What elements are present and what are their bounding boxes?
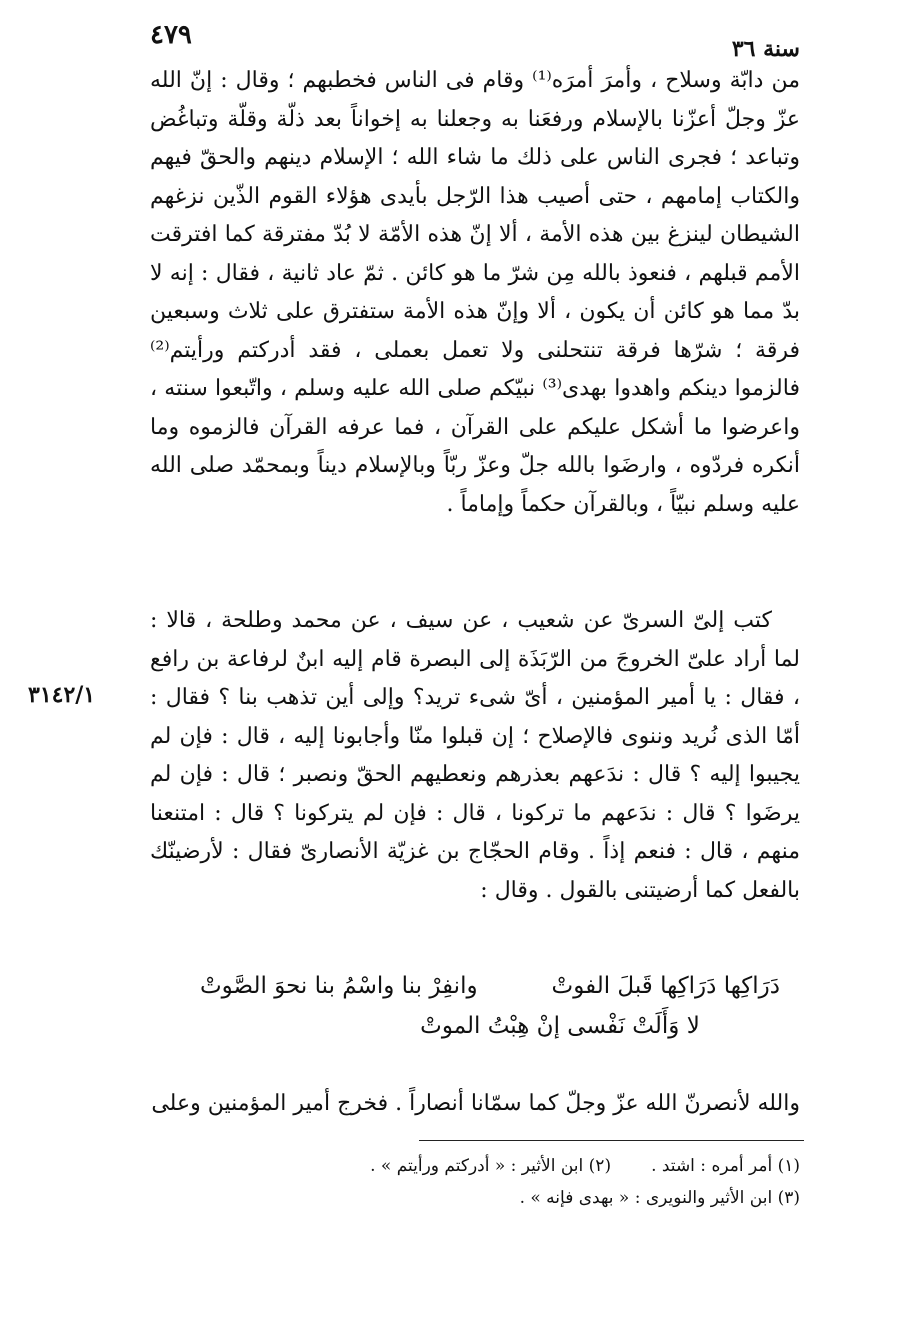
verse-hemistich-a: دَرَاكِها دَرَاكِها قَبلَ الفوتْ [551,973,780,999]
running-head: سنة ٣٦ [731,36,800,62]
footnote-row-2 [150,1182,800,1214]
paragraph-1: من دابّة وسلاح ، وأمرَ أمرَه⁽¹⁾ وقام فى الناس فخطبهم ؛ وقال : إنّ الله عزّ وجلّ أعزّنا بالإسلام ورفعَنا به وجعلنا به إخواناً بعد ذلّة وقلّة وتباغُض وتباعد ؛ فجرى الناس على ذلك ما شاء الله ؛ الإسلام دينهم والحقّ فيهم والكتاب إمامهم ، حتى أصيب هذا الرّجل بأيدى هؤلاء القوم الذّين نزغهم الشيطان لينزغ بين هذه الأمة ، ألا إنّ هذه الأمّة لا بُدّ مفترقة كما افترقت الأمم قبلهم ، فنعوذ بالله مِن شرّ ما هو كائن . ثمّ عاد ثانية ، فقال : إنه لا بدّ مما هو كائن أن يكون ، ألا وإنّ هذه الأمة ستفترق على ثلاث وسبعين فرقة ؛ شرّها فرقة تنتحلنى ولا تعمل بعملى ، فقد أدركتم ورأيتم⁽²⁾ فالزموا دينكم واهدوا بهدى⁽³⁾ نبيّكم صلى الله عليه وسلم ، واتّبعوا سنته ، واعرضوا ما أشكل عليكم على القرآن ، فما عرفه القرآن فالزموه وما أنكره فردّوه ، وارضَوا بالله جلّ وعزّ ربّاً وبالإسلام ديناً وبمحمّد صلى الله عليه وسلم نبيّاً ، وبالقرآن حكماً وإماماً . [150,68,801,517]
paragraph-2: كتب إلىّ السرىّ عن شعيب ، عن سيف ، عن محمد وطلحة ، قالا : لما أراد علىّ الخروجَ من الرّبَذَة إلى البصرة قام إليه ابنٌ لرفاعة بن رافع ، فقال : يا أمير المؤمنين ، أىّ شىء تريد؟ وإلى أين تذهب بنا ؟ فقال : أمّا الذى نُريد وننوى فالإصلاح ؛ إن قبلوا منّا وأجابونا إليه ، قال : فإن لم يجيبوا إليه ؟ قال : ندَعهم بعذرهم ونعطيهم الحقّ ونصبر ؛ قال : فإن لم يرضَوا ؟ قال : ندَعهم ما تركونا ، قال : فإن لم يتركونا ؟ قال : امتنعنا منهم ، قال : فنعم إذاً . وقام الحجّاج بن غزيّة الأنصارىّ فقال : لأرضينّك بالفعل كما أرضيتنى بالقول . وقال : [150,608,800,903]
closing-line: والله لأنصرنّ الله عزّ وجلّ كما سمّانا أنصاراً . فخرج أمير المؤمنين وعلى [151,1091,800,1116]
main-text [150,62,800,932]
verse-hemistich-b: وانفِرْ بنا واسْمُ بنا نحوَ الصَّوتْ [200,973,478,999]
footnote-2: (٢) ابن الأثير : « أدركتم ورأيتم » . [370,1156,612,1176]
footnote-1: (١) أمر أمره : اشتد . [651,1156,800,1176]
page-number: ٤٧٩ [150,20,192,50]
footnote-3: (٣) ابن الأثير والنويرى : « بهدى فإنه » . [519,1188,800,1208]
footnote-rule [419,1140,804,1141]
footnote-row-1 [150,1150,800,1182]
verse-line-2: لا وَأَلَتْ نَفْسى إنْ هِبْتُ الموتْ [420,1013,700,1039]
marginal-reference: ٣١٤٢/١ [28,682,96,708]
verse-block [200,966,780,1046]
footnotes [150,1150,800,1214]
page-header [150,14,800,62]
verse-line-1 [200,966,780,1006]
